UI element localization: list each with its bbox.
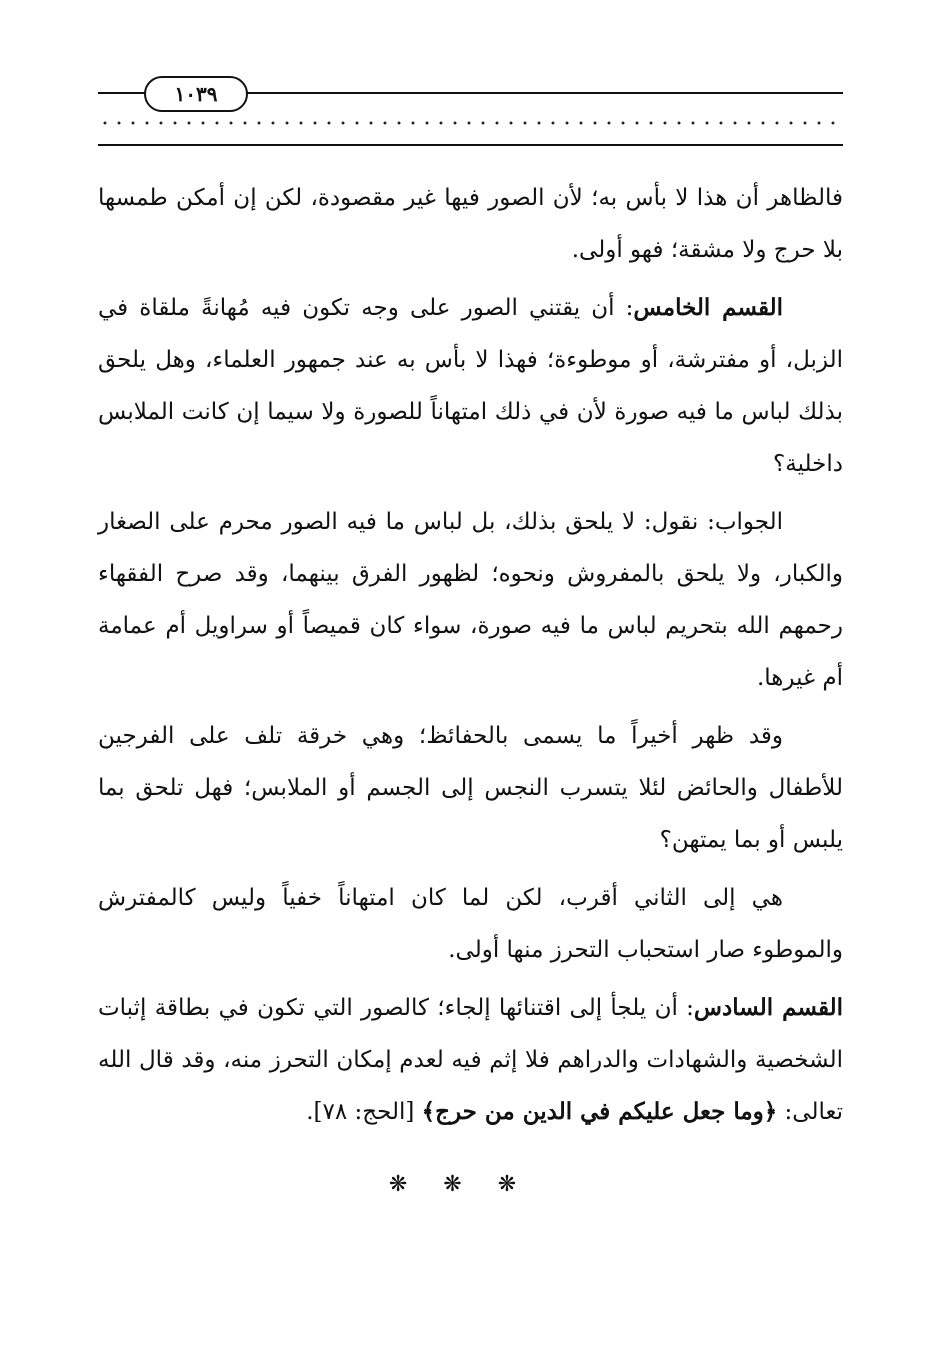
section-end-stars: ❋❋❋ [388,1172,553,1197]
paragraph-text: : أن يقتني الصور على وجه تكون فيه مُهانةً ملقاة في الزبل، أو مفترشة، أو موطوءة؛ فهذا لا بأس به عند جمهور العلماء، وهل يلحق بذلك لباس ما فيه صورة لأن في ذلك امتهاناً للصورة ولا سيما إن كانت الملابس داخلية؟ [98,295,843,477]
header-dotted-line [98,116,843,130]
paragraph-4 [98,710,843,866]
paragraph-6 [98,982,843,1138]
quran-verse: ﴿وما جعل عليكم في الدين من حرج﴾ [421,1098,778,1125]
section-heading-fifth: القسم الخامس [633,294,783,321]
paragraph-text: هي إلى الثاني أقرب، لكن لما كان امتهاناً خفياً وليس كالمفترش والموطوء صار استحباب التحرز منها أولى. [98,885,843,963]
paragraph-text: وقد ظهر أخيراً ما يسمى بالحفائظ؛ وهي خرقة تلف على الفرجين للأطفال والحائض لئلا يتسرب النجس إلى الجسم أو الملابس؛ فهل تلحق بما يلبس أو بما يمتهن؟ [98,723,843,853]
header-rule-bottom [98,144,843,146]
body-text [98,172,843,1144]
verse-citation: [الحج: ٧٨]. [306,1099,422,1125]
paragraph-2 [98,282,843,490]
page-header [98,72,843,152]
paragraph-1 [98,172,843,276]
paragraph-3 [98,496,843,704]
paragraph-text: الجواب: نقول: لا يلحق بذلك، بل لباس ما فيه الصور محرم على الصغار والكبار، ولا يلحق بالمفروش ونحوه؛ لظهور الفرق بينهما، وقد صرح الفقهاء رحمهم الله بتحريم لباس ما فيه صورة، سواء كان قميصاً أو سراويل أم عمامة أم غيرها. [98,509,843,691]
paragraph-text: : أن يلجأ إلى اقتنائها إلجاء؛ كالصور التي تكون في بطاقة إثبات الشخصية والشهادات والدراهم فلا إثم فيه لعدم إمكان التحرز منه، وقد قال الله تعالى: [98,995,843,1125]
page-number: ١٠٣٩ [144,76,248,112]
paragraph-text: فالظاهر أن هذا لا بأس به؛ لأن الصور فيها غير مقصودة، لكن إن أمكن طمسها بلا حرج ولا مشقة؛ فهو أولى. [98,185,843,263]
section-heading-sixth: القسم السادس [693,994,844,1021]
paragraph-5 [98,872,843,976]
